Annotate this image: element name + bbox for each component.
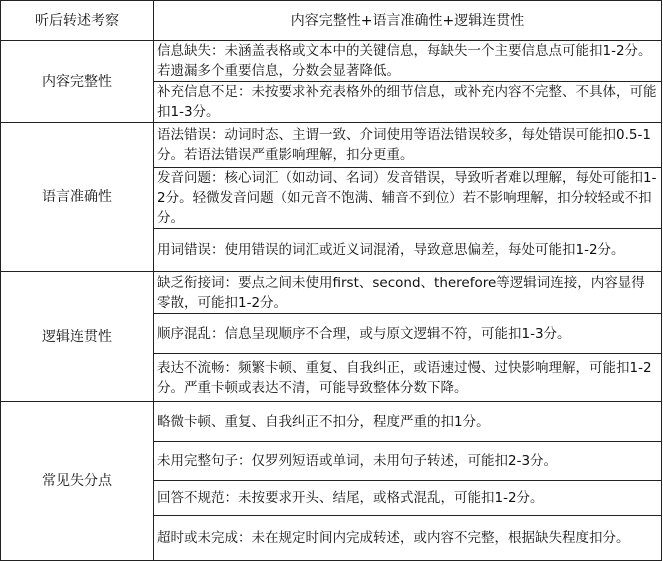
table-row (1, 123, 662, 168)
category-language: 语言准确性 (1, 123, 154, 272)
criterion: 补充信息不足：未按要求补充表格外的细节信息，或补充内容不完整、不具体，可能扣1-3分。 (154, 82, 662, 123)
category-common-errors: 常见失分点 (1, 402, 154, 561)
table-row (1, 41, 662, 82)
criterion: 用词错误：使用错误的词汇或近义词混淆，导致意思偏差，每处可能扣1-2分。 (154, 229, 662, 272)
criterion: 发音问题：核心词汇（如动词、名词）发音错误，导致听者难以理解，每处可能扣1-2分。轻微发音问题（如元音不饱满、辅音不到位）若不影响理解，扣分较轻或不扣分。 (154, 168, 662, 229)
criterion: 缺乏衔接词：要点之间未使用first、second、therefore等逻辑词连接，内容显得零散，可能扣1-2分。 (154, 272, 662, 314)
header-right: 内容完整性+语言准确性+逻辑连贯性 (154, 1, 662, 41)
header-left: 听后转述考察 (1, 1, 154, 41)
criterion: 语法错误：动词时态、主谓一致、介词使用等语法错误较多，每处错误可能扣0.5-1分。若语法错误严重影响理解，扣分更重。 (154, 123, 662, 168)
category-logic: 逻辑连贯性 (1, 272, 154, 402)
criterion: 略微卡顿、重复、自我纠正不扣分，程度严重的扣1分。 (154, 402, 662, 442)
criterion: 顺序混乱：信息呈现顺序不合理，或与原文逻辑不符，可能扣1-3分。 (154, 314, 662, 354)
criterion: 超时或未完成：未在规定时间内完成转述，或内容不完整，根据缺失程度扣分。 (154, 516, 662, 561)
table-row (1, 272, 662, 314)
criterion: 表达不流畅：频繁卡顿、重复、自我纠正，或语速过慢、过快影响理解，可能扣1-2分。严重卡顿或表达不清，可能导致整体分数下降。 (154, 354, 662, 402)
category-content: 内容完整性 (1, 41, 154, 123)
table-row (1, 402, 662, 442)
table-header-row (1, 1, 662, 41)
criterion: 回答不规范：未按要求开头、结尾，或格式混乱，可能扣1-2分。 (154, 481, 662, 516)
criterion: 信息缺失：未涵盖表格或文本中的关键信息，每缺失一个主要信息点可能扣1-2分。若遗漏多个重要信息，分数会显著降低。 (154, 41, 662, 82)
criterion: 未用完整句子：仅罗列短语或单词，未用句子转述，可能扣2-3分。 (154, 442, 662, 481)
